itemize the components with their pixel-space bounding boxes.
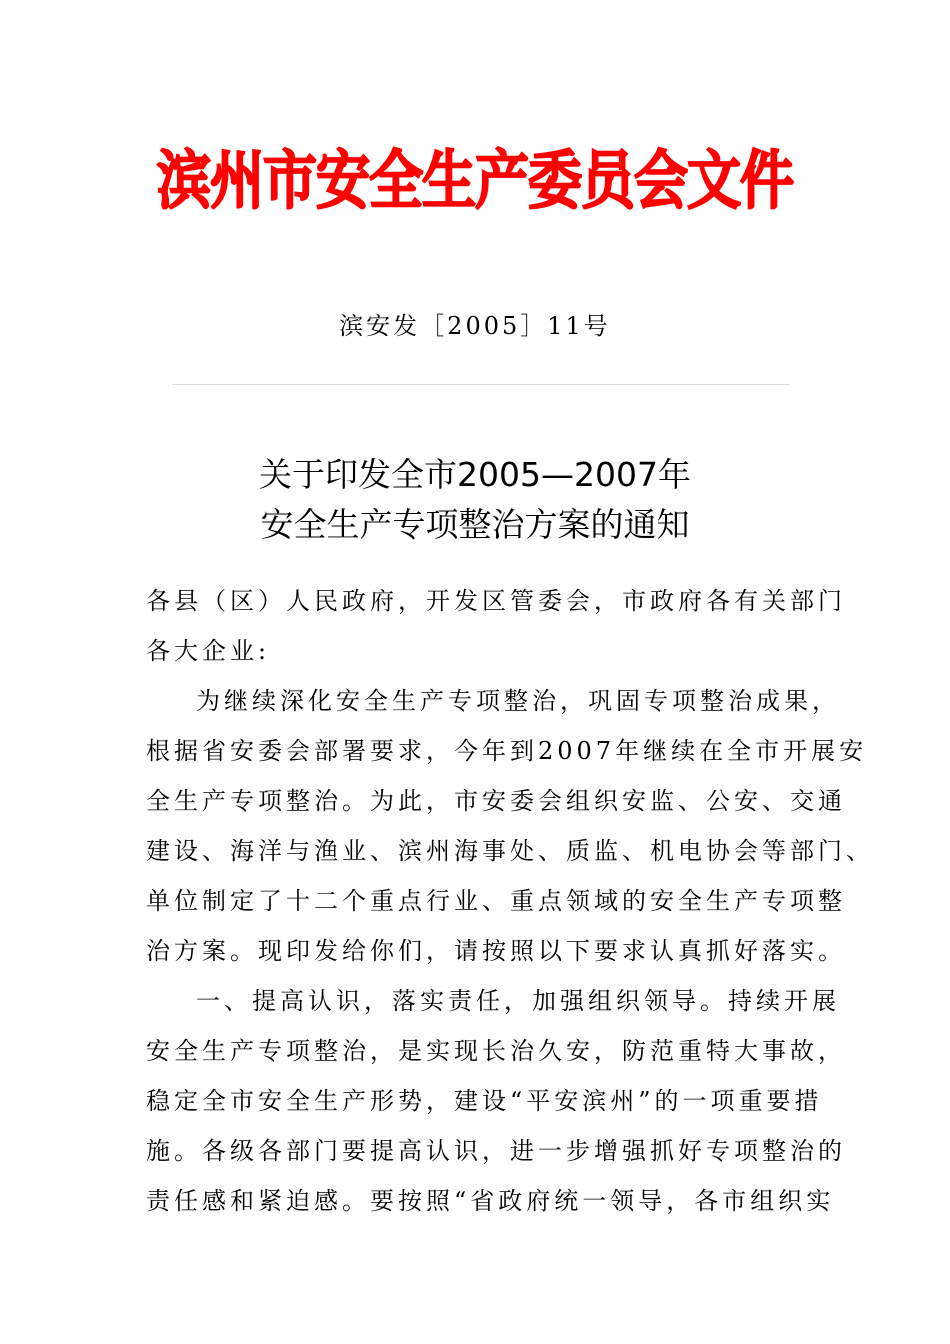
paragraph-line: 根据省安委会部署要求，今年到2007年继续在全市开展安: [146, 737, 868, 765]
document-header-title: 滨州市安全生产委员会文件: [157, 143, 793, 218]
paragraph-line: 为继续深化安全生产专项整治，巩固专项整治成果，: [196, 687, 840, 715]
addressee-line: 各大企业:: [146, 637, 271, 665]
paragraph-line: 安全生产专项整治，是实现长治久安，防范重特大事故，: [146, 1037, 846, 1065]
header-divider: [172, 384, 790, 385]
addressee-line: 各县（区）人民政府，开发区管委会，市政府各有关部门: [146, 587, 846, 615]
paragraph-line: 施。各级各部门要提高认识，进一步增强抓好专项整治的: [146, 1137, 846, 1165]
document-body: [146, 576, 874, 1226]
paragraph-line: 治方案。现印发给你们，请按照以下要求认真抓好落实。: [146, 937, 846, 965]
document-number: 滨安发［2005］11号: [339, 312, 611, 340]
paragraph-line: 责任感和紧迫感。要按照“省政府统一领导，各市组织实: [146, 1187, 835, 1215]
paragraph-line: 稳定全市安全生产形势，建设“平安滨州”的一项重要措: [146, 1087, 823, 1115]
paragraph-line: 单位制定了十二个重点行业、重点领域的安全生产专项整: [146, 887, 846, 915]
paragraph-line: 全生产专项整治。为此，市安委会组织安监、公安、交通: [146, 787, 846, 815]
notice-title: [0, 450, 950, 550]
paragraph-line: 一、提高认识，落实责任，加强组织领导。持续开展: [196, 987, 840, 1015]
paragraph-line: 建设、海洋与渔业、滨州海事处、质监、机电协会等部门、: [146, 837, 874, 865]
notice-title-line-1: 关于印发全市2005—2007年: [259, 455, 691, 494]
notice-title-line-2: 安全生产专项整治方案的通知: [260, 505, 690, 544]
